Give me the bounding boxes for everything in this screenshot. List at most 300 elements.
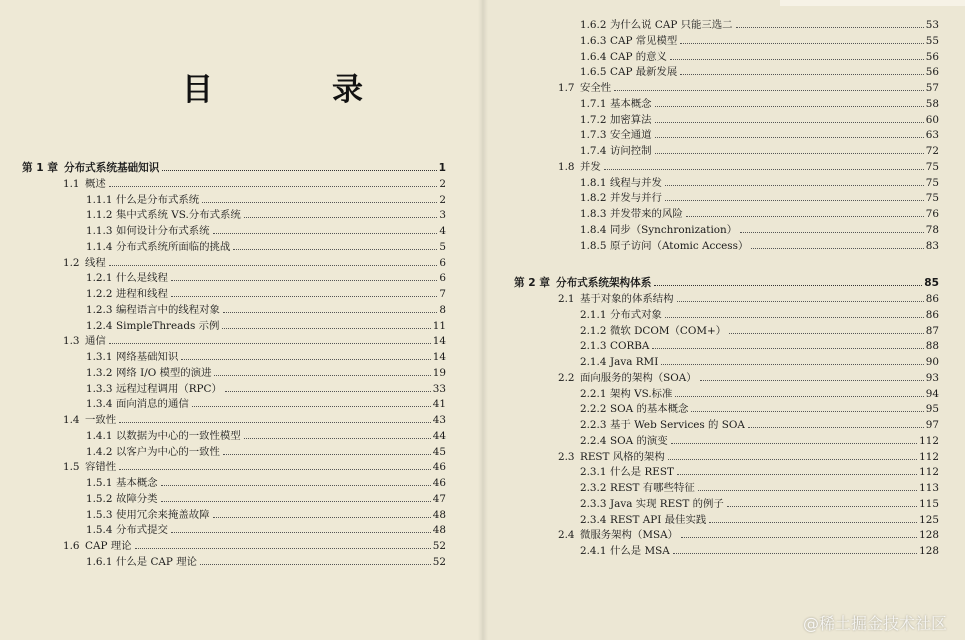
toc-number: 2.1.4 (580, 356, 607, 368)
toc-subsection-entry (580, 402, 939, 416)
toc-label: 以数据为中心的一致性模型 (116, 429, 241, 442)
toc-label: 微软 DCOM（COM+） (610, 324, 727, 337)
toc-section-entry (558, 81, 939, 95)
toc-page-number: 115 (919, 497, 939, 510)
page-title: 目 录 (182, 72, 407, 108)
toc-subsection-entry (86, 476, 446, 490)
toc-label: 概述 (85, 177, 106, 190)
toc-leader-dots (680, 74, 923, 75)
toc-page-number: 75 (925, 192, 939, 205)
toc-subsection-entry (86, 523, 446, 537)
toc-page-number: 47 (432, 492, 446, 505)
toc-page-number: 7 (439, 288, 446, 300)
toc-number: 1.4.2 (86, 445, 113, 458)
toc-leader-dots (691, 411, 923, 412)
toc-label: 容错性 (85, 461, 117, 474)
toc-label: 编程语言中的线程对象 (116, 303, 220, 316)
toc-leader-dots (223, 454, 431, 455)
toc-number: 1.2 (63, 256, 80, 269)
toc-number: 1.6 (63, 540, 80, 552)
toc-leader-dots (673, 553, 917, 554)
toc-page-number: 52 (432, 540, 446, 552)
toc-label: 进程和线程 (116, 288, 168, 300)
toc-label: REST API 最佳实践 (610, 513, 707, 526)
toc-chapter-entry (514, 276, 939, 290)
toc-page-number: 97 (925, 419, 939, 431)
toc-leader-dots (740, 232, 924, 233)
toc-label: REST 风格的架构 (580, 450, 665, 463)
toc-subsection-entry (86, 366, 446, 380)
toc-number: 1.3.3 (86, 382, 113, 395)
toc-label: 一致性 (85, 414, 117, 426)
toc-section-entry (558, 450, 939, 464)
toc-leader-dots (119, 469, 431, 470)
toc-label: 分布式对象 (610, 308, 662, 321)
toc-number: 1.7 (558, 82, 575, 94)
toc-leader-dots (119, 422, 431, 423)
toc-label: 基本概念 (116, 477, 158, 489)
toc-subsection-entry (580, 223, 939, 237)
toc-page-number: 63 (925, 129, 939, 142)
toc-label: 集中式系统 VS.分布式系统 (116, 209, 241, 222)
toc-leader-dots (677, 474, 917, 475)
toc-section-entry (63, 256, 446, 270)
left-page (0, 0, 482, 640)
toc-page-number: 11 (432, 319, 446, 332)
toc-label: CORBA (610, 340, 650, 353)
toc-section-entry (558, 371, 939, 385)
toc-label: 使用冗余来掩盖故障 (116, 508, 210, 521)
toc-label: 并发 (580, 160, 601, 173)
toc-leader-dots (244, 438, 431, 439)
toc-leader-dots (109, 265, 438, 266)
toc-page-number: 78 (925, 223, 939, 236)
toc-label: 什么是线程 (116, 272, 168, 285)
toc-page-number: 58 (925, 97, 939, 110)
toc-leader-dots (233, 249, 437, 250)
toc-page-number: 45 (432, 445, 446, 458)
toc-page-number: 86 (925, 308, 939, 321)
toc-number: 2.2 (558, 371, 575, 384)
toc-subsection-entry (580, 418, 939, 432)
toc-label: 基于 Web Services 的 SOA (610, 419, 745, 431)
toc-label: 为什么说 CAP 只能三选二 (610, 19, 733, 31)
toc-label: 分布式系统所面临的挑战 (116, 240, 231, 253)
toc-number: 第 1 章 (22, 162, 58, 174)
toc-number: 1.4 (63, 414, 80, 426)
toc-section-entry (63, 460, 446, 474)
toc-leader-dots (654, 285, 922, 286)
toc-label: SOA 的基本概念 (610, 403, 689, 416)
toc-label: 原子访问（Atomic Access） (610, 239, 749, 252)
toc-label: 安全通道 (610, 129, 652, 142)
toc-leader-dots (736, 27, 924, 28)
toc-leader-dots (109, 186, 438, 187)
toc-page-number: 46 (432, 477, 446, 489)
toc-label: 远程过程调用（RPC） (116, 382, 222, 395)
toc-number: 1.8.4 (580, 223, 607, 236)
toc-number: 1.2.3 (86, 303, 113, 316)
toc-subsection-entry (580, 544, 939, 558)
toc-number: 2.3.4 (580, 513, 607, 526)
toc-label: 加密算法 (610, 113, 652, 126)
toc-subsection-entry (580, 97, 939, 111)
toc-subsection-entry (86, 303, 446, 317)
toc-leader-dots (225, 391, 431, 392)
toc-number: 1.6.2 (580, 19, 607, 31)
toc-label: 访问控制 (610, 145, 652, 157)
toc-page-number: 1 (438, 162, 446, 174)
toc-label: 微服务架构（MSA） (580, 529, 678, 542)
toc-number: 1.6.4 (580, 50, 607, 63)
toc-number: 1.5.2 (86, 492, 113, 505)
toc-page-number: 14 (432, 335, 446, 348)
toc-label: 什么是 REST (610, 466, 674, 479)
toc-leader-dots (655, 122, 924, 123)
toc-leader-dots (686, 216, 924, 217)
toc-subsection-entry (580, 191, 939, 205)
toc-number: 第 2 章 (514, 277, 550, 290)
toc-leader-dots (604, 169, 924, 170)
toc-leader-dots (655, 137, 924, 138)
toc-subsection-entry (580, 324, 939, 338)
toc-number: 1.7.4 (580, 145, 607, 157)
toc-number: 1.1.3 (86, 225, 113, 237)
toc-page-number: 4 (439, 225, 446, 237)
book-gutter (478, 0, 488, 640)
toc-leader-dots (665, 200, 924, 201)
toc-page-number: 90 (925, 356, 939, 368)
toc-subsection-entry (86, 224, 446, 238)
toc-leader-dots (162, 170, 436, 171)
toc-subsection-entry (580, 239, 939, 253)
toc-section-entry (63, 539, 446, 553)
toc-section-entry (558, 160, 939, 174)
toc-page-number: 44 (432, 429, 446, 442)
toc-leader-dots (200, 564, 431, 565)
toc-subsection-entry (86, 429, 446, 443)
toc-number: 1.8 (558, 160, 575, 173)
toc-number: 2.1.3 (580, 340, 607, 353)
toc-leader-dots (700, 380, 924, 381)
toc-label: 分布式系统基础知识 (64, 162, 160, 174)
toc-label: 并发与并行 (610, 192, 662, 205)
toc-leader-dots (192, 406, 431, 407)
toc-number: 2.2.4 (580, 434, 607, 447)
toc-subsection-entry (86, 208, 446, 222)
toc-leader-dots (135, 548, 431, 549)
toc-page-number: 128 (919, 545, 939, 557)
toc-leader-dots (675, 396, 923, 397)
toc-leader-dots (729, 333, 924, 334)
toc-leader-dots (223, 312, 437, 313)
toc-number: 1.5 (63, 461, 80, 474)
toc-subsection-entry (86, 508, 446, 522)
toc-subsection-entry (580, 308, 939, 322)
toc-subsection-entry (580, 513, 939, 527)
toc-page-number: 125 (919, 513, 939, 526)
toc-subsection-entry (86, 350, 446, 364)
toc-subsection-entry (86, 382, 446, 396)
toc-number: 1.1.4 (86, 240, 113, 253)
toc-label: 什么是 MSA (610, 545, 670, 557)
toc-subsection-entry (580, 113, 939, 127)
toc-subsection-entry (580, 176, 939, 190)
toc-subsection-entry (86, 555, 446, 569)
toc-label: REST 有哪些特征 (610, 482, 695, 494)
toc-page-number: 72 (925, 145, 939, 157)
toc-leader-dots (244, 217, 438, 218)
toc-page-number: 57 (925, 82, 939, 94)
toc-number: 2.1.1 (580, 308, 607, 321)
toc-number: 2.2.1 (580, 387, 607, 400)
toc-page-number: 6 (439, 256, 446, 269)
toc-page-number: 87 (925, 324, 939, 337)
toc-page-number: 2 (439, 193, 446, 206)
toc-leader-dots (677, 301, 924, 302)
toc-leader-dots (652, 348, 923, 349)
toc-label: CAP 理论 (85, 540, 132, 552)
toc-leader-dots (202, 202, 437, 203)
toc-label: 如何设计分布式系统 (116, 225, 210, 237)
toc-label: 以客户为中心的一致性 (116, 445, 220, 458)
toc-subsection-entry (580, 207, 939, 221)
toc-leader-dots (670, 59, 924, 60)
toc-page-number: 48 (432, 508, 446, 521)
toc-leader-dots (698, 490, 917, 491)
toc-section-entry (558, 528, 939, 542)
toc-number: 1.8.2 (580, 192, 607, 205)
toc-number: 1.6.3 (580, 34, 607, 47)
toc-leader-dots (727, 506, 917, 507)
toc-section-entry (63, 177, 446, 191)
toc-subsection-entry (580, 481, 939, 495)
toc-page-number: 94 (925, 387, 939, 400)
page-edge (780, 0, 965, 6)
toc-label: 故障分类 (116, 492, 158, 505)
toc-number: 1.7.2 (580, 113, 607, 126)
toc-number: 2.4.1 (580, 545, 607, 557)
toc-leader-dots (681, 537, 917, 538)
toc-page-number: 83 (925, 239, 939, 252)
toc-leader-dots (751, 248, 923, 249)
toc-label: CAP 最新发展 (610, 66, 678, 79)
right-page (482, 0, 965, 640)
toc-leader-dots (671, 443, 918, 444)
toc-number: 1.4.1 (86, 429, 113, 442)
toc-page-number: 52 (432, 555, 446, 568)
toc-page-number: 95 (925, 403, 939, 416)
toc-leader-dots (213, 233, 438, 234)
toc-number: 2.3.2 (580, 482, 607, 494)
toc-subsection-entry (580, 387, 939, 401)
toc-leader-dots (161, 485, 431, 486)
toc-label: Java RMI (610, 356, 659, 368)
toc-number: 1.5.3 (86, 508, 113, 521)
toc-chapter-entry (22, 161, 446, 175)
toc-number: 1.6.1 (86, 555, 113, 568)
toc-leader-dots (665, 317, 924, 318)
toc-number: 1.5.1 (86, 477, 113, 489)
toc-page-number: 43 (432, 414, 446, 426)
toc-label: Java 实现 REST 的例子 (610, 497, 724, 510)
toc-page-number: 56 (925, 50, 939, 63)
toc-number: 1.3.1 (86, 351, 113, 363)
toc-number: 2.3 (558, 450, 575, 463)
toc-number: 1.2.4 (86, 319, 113, 332)
toc-subsection-entry (580, 144, 939, 158)
toc-page-number: 112 (919, 450, 939, 463)
toc-subsection-entry (580, 128, 939, 142)
toc-page-number: 46 (432, 461, 446, 474)
toc-label: CAP 常见模型 (610, 34, 678, 47)
toc-subsection-entry (580, 50, 939, 64)
toc-leader-dots (161, 501, 431, 502)
toc-section-entry (558, 292, 939, 306)
toc-page-number: 8 (439, 303, 446, 316)
toc-label: 面向消息的通信 (116, 398, 189, 411)
toc-label: 什么是分布式系统 (116, 193, 200, 206)
toc-number: 1.5.4 (86, 524, 113, 537)
toc-page-number: 60 (925, 113, 939, 126)
toc-number: 2.3.1 (580, 466, 607, 479)
toc-subsection-entry (580, 65, 939, 79)
toc-leader-dots (709, 522, 917, 523)
toc-label: SOA 的演变 (610, 434, 668, 447)
toc-number: 2.1.2 (580, 324, 607, 337)
toc-page-number: 56 (925, 66, 939, 79)
watermark: @稀土掘金技术社区 (802, 614, 947, 633)
toc-leader-dots (213, 517, 431, 518)
toc-page-number: 112 (919, 434, 939, 447)
toc-page-number: 2 (439, 177, 446, 190)
toc-label: 分布式提交 (116, 524, 168, 537)
toc-number: 1.8.3 (580, 208, 607, 220)
toc-page-number: 113 (919, 482, 939, 494)
toc-subsection-entry (580, 434, 939, 448)
toc-label: 什么是 CAP 理论 (116, 555, 198, 568)
toc-leader-dots (109, 343, 431, 344)
toc-section-entry (63, 413, 446, 427)
toc-number: 1.7.1 (580, 97, 607, 110)
toc-leader-dots (171, 296, 437, 297)
toc-label: 通信 (85, 335, 106, 348)
toc-page-number: 75 (925, 160, 939, 173)
toc-leader-dots (614, 90, 924, 91)
toc-leader-dots (171, 280, 437, 281)
toc-label: 线程 (85, 256, 106, 269)
toc-page-number: 19 (432, 366, 446, 379)
toc-subsection-entry (86, 492, 446, 506)
toc-number: 1.3.2 (86, 366, 113, 379)
toc-number: 1.2.2 (86, 288, 113, 300)
toc-page-number: 48 (432, 524, 446, 537)
toc-leader-dots (655, 153, 924, 154)
toc-number: 2.2.3 (580, 419, 607, 431)
toc-number: 1.3 (63, 335, 80, 348)
toc-number: 1.2.1 (86, 272, 113, 285)
toc-number: 1.8.1 (580, 176, 607, 189)
toc-label: 并发带来的风险 (610, 208, 683, 220)
toc-number: 2.4 (558, 529, 575, 542)
toc-label: 架构 VS.标准 (610, 387, 673, 400)
toc-number: 1.7.3 (580, 129, 607, 142)
toc-subsection-entry (86, 319, 446, 333)
toc-page-number: 85 (924, 277, 939, 290)
toc-label: CAP 的意义 (610, 50, 667, 63)
toc-page-number: 5 (439, 240, 446, 253)
toc-leader-dots (748, 427, 924, 428)
toc-subsection-entry (580, 465, 939, 479)
toc-page-number: 6 (439, 272, 446, 285)
toc-page-number: 93 (925, 371, 939, 384)
toc-subsection-entry (580, 34, 939, 48)
toc-subsection-entry (86, 397, 446, 411)
toc-page-number: 128 (919, 529, 939, 542)
toc-label: 网络基础知识 (116, 351, 179, 363)
toc-leader-dots (668, 459, 917, 460)
toc-page-number: 14 (432, 351, 446, 363)
toc-label: 安全性 (580, 82, 612, 94)
toc-page-number: 88 (925, 340, 939, 353)
toc-page-number: 112 (919, 466, 939, 479)
toc-leader-dots (171, 532, 431, 533)
toc-leader-dots (181, 359, 430, 360)
toc-subsection-entry (580, 18, 939, 32)
toc-subsection-entry (580, 497, 939, 511)
toc-leader-dots (655, 106, 924, 107)
toc-number: 1.8.5 (580, 239, 607, 252)
toc-label: 面向服务的架构（SOA） (580, 371, 697, 384)
toc-subsection-entry (86, 240, 446, 254)
toc-number: 2.2.2 (580, 403, 607, 416)
toc-subsection-entry (86, 271, 446, 285)
toc-number: 1.1.2 (86, 209, 113, 222)
toc-page-number: 33 (432, 382, 446, 395)
toc-number: 1.6.5 (580, 66, 607, 79)
toc-page-number: 86 (925, 293, 939, 305)
toc-leader-dots (661, 364, 923, 365)
toc-label: SimpleThreads 示例 (116, 319, 220, 332)
toc-page-number: 3 (439, 209, 446, 222)
toc-subsection-entry (580, 339, 939, 353)
toc-leader-dots (665, 185, 924, 186)
toc-label: 网络 I/O 模型的演进 (116, 366, 212, 379)
toc-number: 2.3.3 (580, 497, 607, 510)
toc-number: 2.1 (558, 293, 575, 305)
toc-number: 1.1.1 (86, 193, 113, 206)
toc-leader-dots (680, 43, 923, 44)
toc-label: 线程与并发 (610, 176, 662, 189)
toc-subsection-entry (580, 355, 939, 369)
toc-label: 基本概念 (610, 97, 652, 110)
toc-page-number: 75 (925, 176, 939, 189)
toc-label: 分布式系统架构体系 (556, 277, 652, 290)
toc-leader-dots (214, 375, 430, 376)
toc-section-entry (63, 334, 446, 348)
toc-label: 基于对象的体系结构 (580, 293, 674, 305)
toc-label: 同步（Synchronization） (610, 223, 738, 236)
toc-number: 1.1 (63, 177, 80, 190)
toc-number: 1.3.4 (86, 398, 113, 411)
toc-subsection-entry (86, 193, 446, 207)
toc-page-number: 76 (925, 208, 939, 220)
toc-leader-dots (222, 328, 430, 329)
toc-subsection-entry (86, 445, 446, 459)
toc-page-number: 53 (925, 19, 939, 31)
toc-page-number: 41 (432, 398, 446, 411)
toc-page-number: 55 (925, 34, 939, 47)
